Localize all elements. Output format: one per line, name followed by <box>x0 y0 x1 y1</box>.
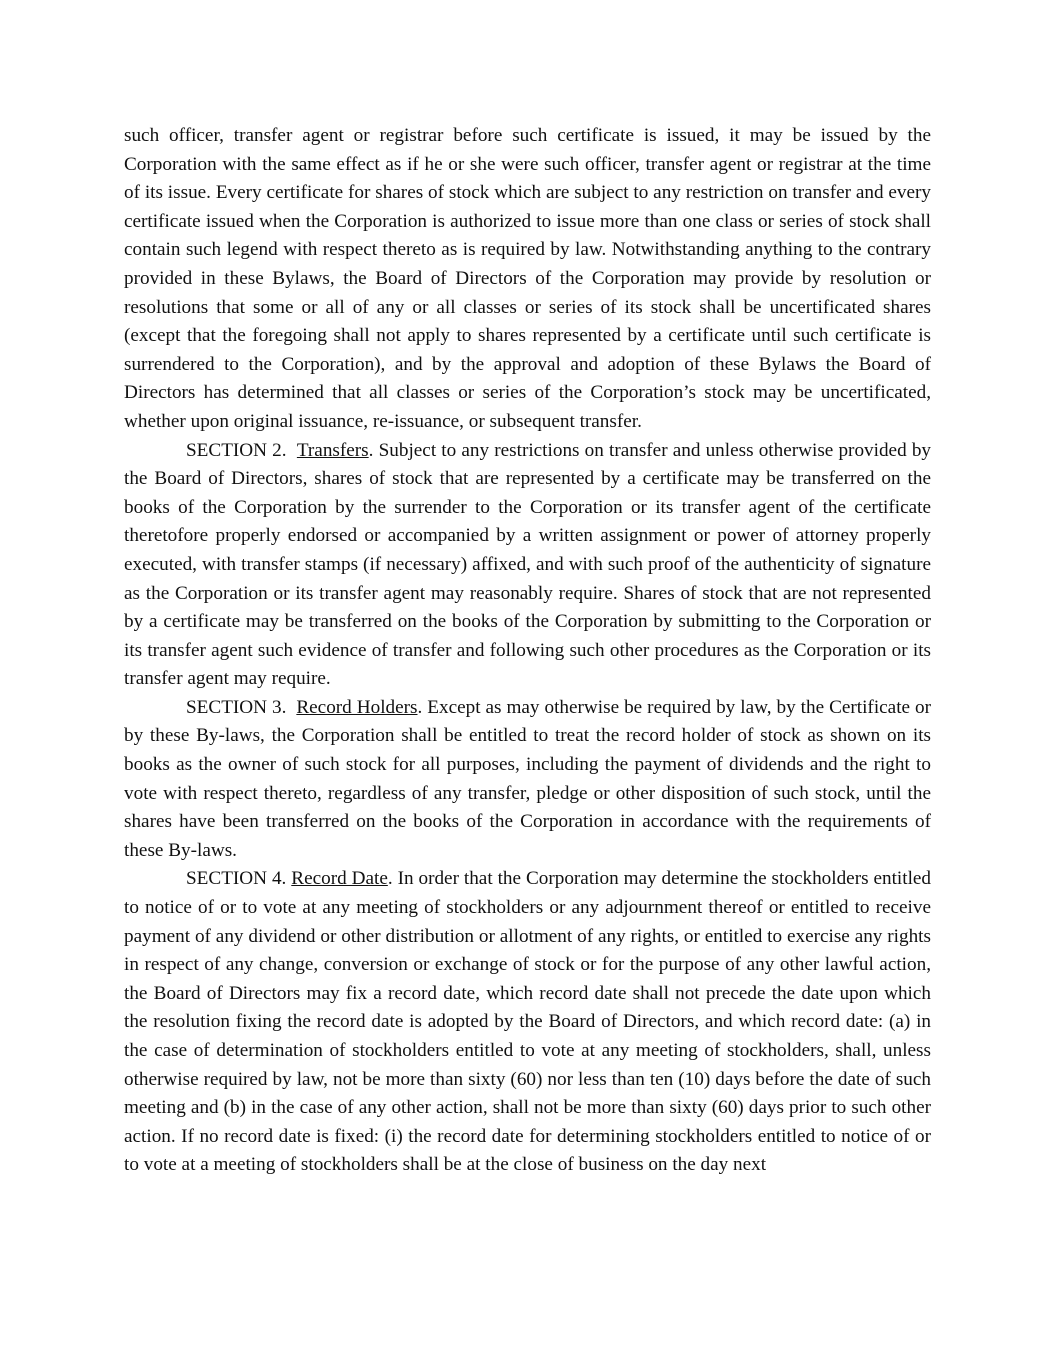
intro-paragraph: such officer, transfer agent or registrar before such certificate is issued, it may be issued by the Corporation with the same effect as if he or she were such officer, transfer agent or registrar at the time of its issue. Every certificate for shares of stock which are subject to any restriction on transfer and every certificate issued when the Corporation is authorized to issue more than one class or series of stock shall contain such legend with respect thereto as is required by law. Notwithstanding anything to the contrary provided in these Bylaws, the Board of Directors of the Corporation may provide by resolution or resolutions that some or all of any or all classes or series of its stock shall be uncertificated shares (except that the foregoing shall not apply to shares represented by a certificate until such certificate is surrendered to the Corporation), and by the approval and adoption of these Bylaws the Board of Directors has determined that all classes or series of the Corporation’s stock may be uncertificated, whether upon original issuance, re-issuance, or subsequent transfer. <box>124 125 931 432</box>
section-4-title: Record Date <box>291 868 388 890</box>
section-2-paragraph <box>124 437 931 694</box>
document-page <box>124 122 931 1180</box>
section-3-title: Record Holders <box>296 696 418 718</box>
section-4-body: . In order that the Corporation may determine the stockholders entitled to notice of or to vote at any meeting of stockholders or any adjournment thereof or entitled to receive payment of any dividend or other distribution or allotment of any rights, or entitled to exercise any rights in respect of any change, conversion or exchange of stock or for the purpose of any other lawful action, the Board of Directors may fix a record date, which record date shall not precede the date upon which the resolution fixing the record date is adopted by the Board of Directors, and which record date: (a) in the case of determination of stockholders entitled to vote at any meeting of stockholders, shall, unless otherwise required by law, not be more than sixty (60) nor less than ten (10) days before the date of such meeting and (b) in the case of any other action, shall not be more than sixty (60) days prior to such other action. If no record date is fixed: (i) the record date for determining stockholders entitled to notice of or to vote at a meeting of stockholders shall be at the close of business on the day next <box>124 868 932 1176</box>
section-3-body: . Except as may otherwise be required by law, by the Certificate or by these By-laws, the Corporation shall be entitled to treat the record holder of stock as shown on its books as the owner of such stock for all purposes, including the payment of dividends and the right to vote with respect thereto, regardless of any transfer, pledge or other disposition of such stock, until the shares have been transferred on the books of the Corporation in accordance with the requirements of these By-laws. <box>124 696 932 861</box>
section-4-paragraph <box>124 865 931 1180</box>
section-3-paragraph <box>124 694 931 866</box>
section-2-body: . Subject to any restrictions on transfer and unless otherwise provided by the Board of Directors, shares of stock that are represented by a certificate may be transferred on the books of the Corporation by the surrender to the Corporation or its transfer agent of the certificate theretofore properly endorsed or accompanied by a written assignment or power of attorney properly executed, with transfer stamps (if necessary) affixed, and with such proof of the authenticity of signature as the Corporation or its transfer agent may reasonably require. Shares of stock that are not represented by a certificate may be transferred on the books of the Corporation by submitting to the Corporation or its transfer agent such evidence of transfer and following such other procedures as the Corporation or its transfer agent may require. <box>124 439 932 690</box>
section-4-label: SECTION 4. <box>186 868 287 890</box>
section-2-title: Transfers <box>296 439 369 461</box>
section-2-label: SECTION 2. <box>186 439 287 461</box>
section-3-label: SECTION 3. <box>186 696 287 718</box>
